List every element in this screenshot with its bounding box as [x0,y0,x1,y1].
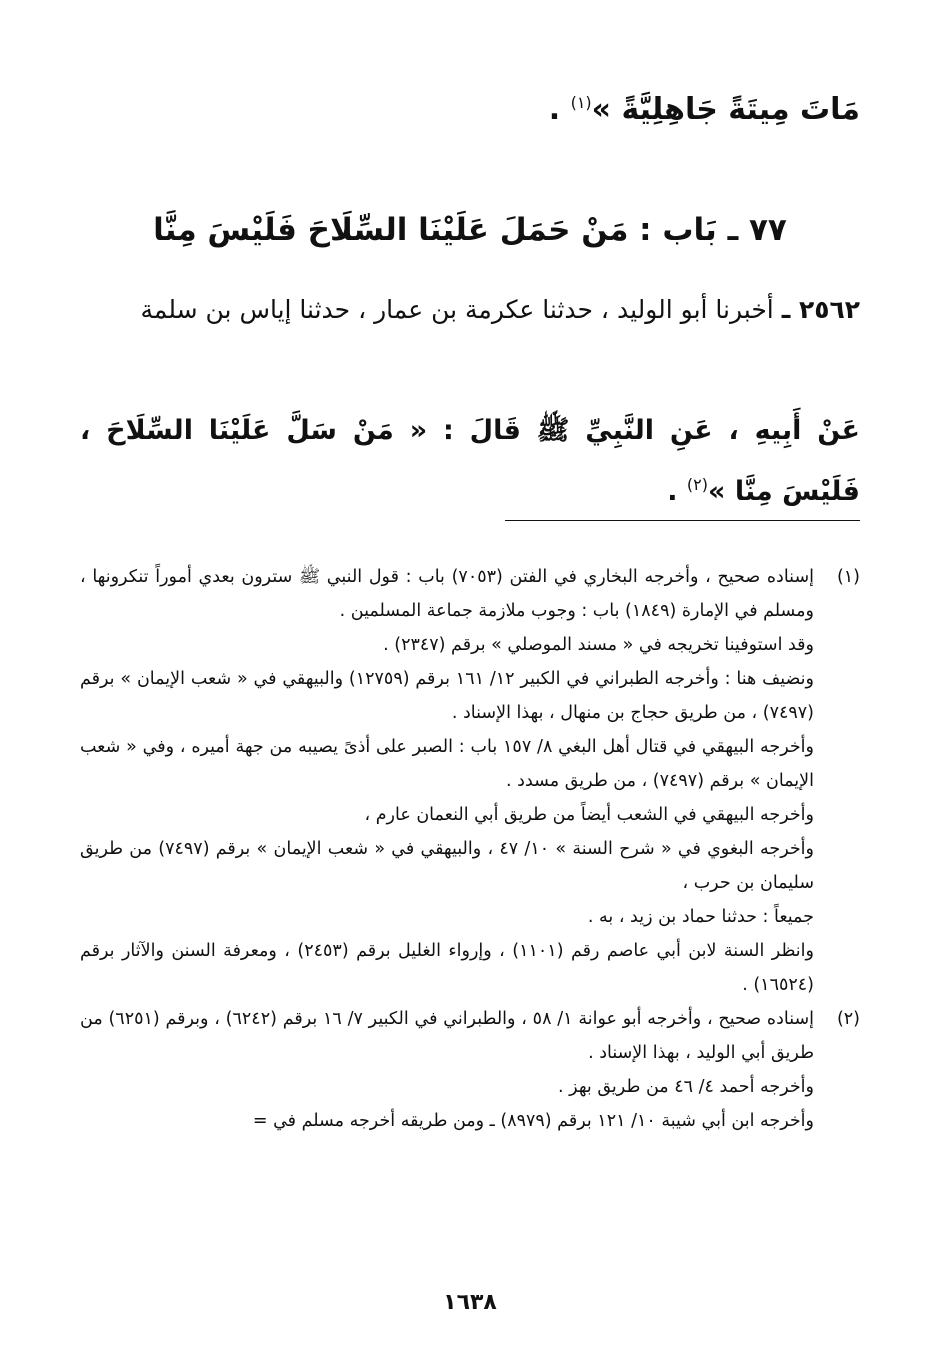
footnote-body [80,1002,814,1138]
footnote-2 [80,1002,860,1138]
footnote-line: وانظر السنة لابن أبي عاصم رقم (١١٠١) ، وإرواء الغليل برقم (٢٤٥٣) ، ومعرفة السنن والآثار برقم (١٦٥٢٤) . [80,941,814,995]
continuation-line [549,92,860,127]
matn-text: عَنْ أَبِيهِ ، عَنِ النَّبِيِّ ﷺ قَالَ : « مَنْ سَلَّ عَلَيْنَا السِّلَاحَ ، فَلَيْسَ مِنَّا » [80,415,860,507]
footnote-line: إسناده صحيح ، وأخرجه أبو عوانة ١/ ٥٨ ، والطبراني في الكبير ٧/ ١٦ برقم (٦٢٤٢) ، وبرقم (٦٢٥١) من طريق أبي الوليد ، بهذا الإسناد . [80,1009,814,1063]
hadith-number: ٢٥٦٢ ـ [781,295,860,324]
footnote-line: ونضيف هنا : وأخرجه الطبراني في الكبير ١٢/ ١٦١ برقم (١٢٧٥٩) والبيهقي في « شعب الإيمان » برقم (٧٤٩٧) ، من طريق حجاج بن منهال ، بهذا الإسناد . [80,669,814,723]
book-page [80,0,860,1371]
footnote-line: وقد استوفينا تخريجه في « مسند الموصلي » برقم (٢٣٤٧) . [383,635,814,655]
footnote-number: (٢) [836,1009,860,1029]
footnote-line: وأخرجه البيهقي في قتال أهل البغي ٨/ ١٥٧ باب : الصبر على أذىً يصيبه من جهة أميره ، وفي « شعب الإيمان » برقم (٧٤٩٧) ، من طريق مسدد . [80,737,814,791]
hadith-isnad [80,284,860,336]
footnote-body [80,560,814,1002]
footnote-ref-2: (٢) [686,475,708,494]
page-number: ١٦٣٨ [443,1290,497,1315]
footnotes [80,560,860,1138]
footnote-1 [80,560,860,1002]
chapter-heading: ٧٧ ـ بَاب : مَنْ حَمَلَ عَلَيْنَا السِّلَاحَ فَلَيْسَ مِنَّا [153,212,787,248]
footnote-line: إسناده صحيح ، وأخرجه البخاري في الفتن (٧٠٥٣) باب : قول النبي ﷺ سترون بعدي أموراً تنكرونها ، ومسلم في الإمارة (١٨٤٩) باب : وجوب ملازمة جماعة المسلمين . [80,567,814,621]
matn-end: . [667,476,687,507]
footnote-divider [505,520,860,521]
footnote-ref-1: (١) [570,93,592,112]
footnote-line: جميعاً : حدثنا حماد بن زيد ، به . [587,907,814,927]
footnote-line: وأخرجه البيهقي في الشعب أيضاً من طريق أبي النعمان عارم ، [364,805,814,825]
isnad-text: أخبرنا أبو الوليد ، حدثنا عكرمة بن عمار ، حدثنا إياس بن سلمة [140,295,774,324]
footnote-number: (١) [836,567,860,587]
footnote-line: وأخرجه البغوي في « شرح السنة » ١٠/ ٤٧ ، والبيهقي في « شعب الإيمان » برقم (٧٤٩٧) من طريق سليمان بن حرب ، [80,839,814,893]
hadith-matn [80,404,860,519]
footnote-line: وأخرجه ابن أبي شيبة ١٠/ ١٢١ برقم (٨٩٧٩) ـ ومن طريقه أخرجه مسلم في = [252,1111,814,1131]
continuation-end: . [548,92,571,127]
footnote-line: وأخرجه أحمد ٤/ ٤٦ من طريق بهز . [558,1077,814,1097]
continuation-text: مَاتَ مِيتَةً جَاهِلِيَّةً » [591,92,860,127]
